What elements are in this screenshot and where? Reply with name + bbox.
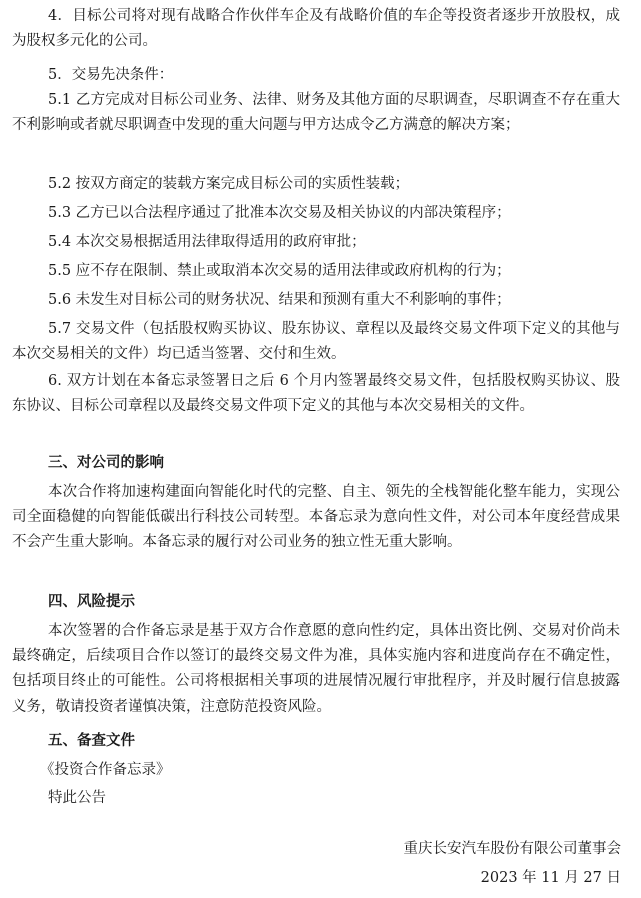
section-heading-risk: 四、风险提示 [48,594,135,610]
closing-statement: 特此公告 [48,790,106,806]
paragraph-item-5-5: 5.5 应不存在限制、禁止或取消本次交易的适用法律或政府机构的行为； [48,263,511,279]
paragraph-item-4: 4．目标公司将对现有战略合作伙伴车企及有战略价值的车企等投资者逐步开放股权，成为股权多元化的公司。 [12,8,620,50]
signature-company: 重庆长安汽车股份有限公司董事会 [403,841,621,857]
paragraph-item-5-3: 5.3 乙方已以合法程序通过了批准本次交易及相关协议的内部决策程序； [48,205,511,221]
paragraph-item-5-7: 5.7 交易文件（包括股权购买协议、股东协议、章程以及最终交易文件项下定义的其他与本次交易相关的文件）均已适当签署、交付和生效。 [12,321,620,363]
section-body-risk: 本次签署的合作备忘录是基于双方合作意愿的意向性约定，具体出资比例、交易对价尚未最终确定，后续项目合作以签订的最终交易文件为准，具体实施内容和进度尚存在不确定性，包括项目终止的可能性。公司将根据相关事项的进展情况履行审批程序，并及时履行信息披露义务，敬请投资者谨慎决策，注意防范投资风险。 [12,623,620,715]
paragraph-item-5: 5．交易先决条件： [48,67,174,83]
reference-document-title: 《投资合作备忘录》 [40,762,171,778]
paragraph-item-6: 6. 双方计划在本备忘录签署日之后 6 个月内签署最终交易文件，包括股权购买协议、股东协议、目标公司章程以及最终交易文件项下定义的其他与本次交易相关的文件。 [12,373,620,415]
signature-date: 2023 年 11 月 27 日 [480,870,621,886]
section-heading-reference-docs: 五、备查文件 [48,733,135,749]
section-heading-impact: 三、对公司的影响 [48,455,164,471]
section-body-impact: 本次合作将加速构建面向智能化时代的完整、自主、领先的全栈智能化整车能力，实现公司全面稳健的向智能低碳出行科技公司转型。本备忘录为意向性文件，对公司本年度经营成果不会产生重大影响。本备忘录的履行对公司业务的独立性无重大影响。 [12,484,620,551]
paragraph-item-5-1: 5.1 乙方完成对目标公司业务、法律、财务及其他方面的尽职调查，尽职调查不存在重大不利影响或者就尽职调查中发现的重大问题与甲方达成令乙方满意的解决方案； [12,92,620,134]
paragraph-item-5-4: 5.4 本次交易根据适用法律取得适用的政府审批； [48,234,366,250]
paragraph-item-5-6: 5.6 未发生对目标公司的财务状况、结果和预测有重大不利影响的事件； [48,292,511,308]
paragraph-item-5-2: 5.2 按双方商定的装载方案完成目标公司的实质性装载； [48,176,410,192]
